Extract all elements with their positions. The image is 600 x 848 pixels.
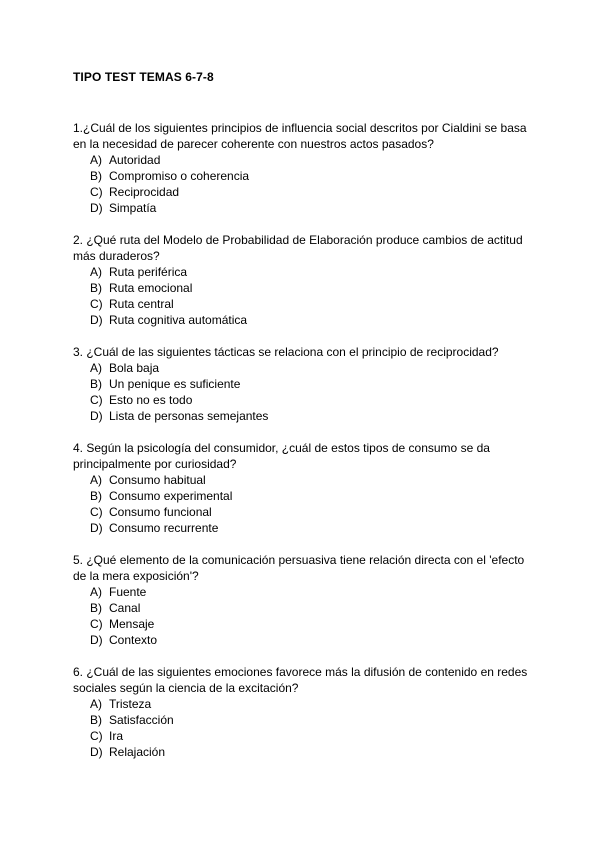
option-letter: C) (90, 393, 103, 407)
option-letter: A) (90, 697, 102, 711)
option-text: Consumo experimental (109, 489, 233, 503)
option-c (73, 296, 533, 312)
option-text: Mensaje (109, 617, 155, 631)
option-text: Consumo funcional (109, 505, 212, 519)
option-text: Ruta central (109, 297, 174, 311)
option-b (73, 376, 533, 392)
option-a (73, 696, 533, 712)
question-3 (73, 344, 533, 424)
option-text: Satisfacción (109, 713, 174, 727)
option-letter: A) (90, 265, 102, 279)
option-a (73, 152, 533, 168)
option-text: Tristeza (109, 697, 152, 711)
option-d (73, 744, 533, 760)
option-list (73, 696, 533, 760)
option-text: Ruta periférica (109, 265, 188, 279)
option-b (73, 168, 533, 184)
option-text: Ruta emocional (109, 281, 193, 295)
document-title: TIPO TEST TEMAS 6-7-8 (73, 70, 214, 84)
option-letter: C) (90, 729, 103, 743)
option-d (73, 520, 533, 536)
option-letter: B) (90, 713, 102, 727)
question-text: 6. ¿Cuál de las siguientes emociones favorece más la difusión de contenido en redes sociales según la ciencia de la excitación? (73, 665, 528, 695)
option-text: Ira (109, 729, 124, 743)
option-letter: D) (90, 409, 103, 423)
option-letter: D) (90, 201, 103, 215)
option-text: Compromiso o coherencia (109, 169, 250, 183)
question-2 (73, 232, 533, 328)
option-c (73, 616, 533, 632)
option-c (73, 504, 533, 520)
option-text: Fuente (109, 585, 147, 599)
option-letter: A) (90, 585, 102, 599)
option-letter: D) (90, 313, 103, 327)
option-list (73, 152, 533, 216)
option-d (73, 408, 533, 424)
option-list (73, 360, 533, 424)
option-letter: D) (90, 521, 103, 535)
option-b (73, 712, 533, 728)
option-text: Esto no es todo (109, 393, 193, 407)
option-text: Un penique es suficiente (109, 377, 241, 391)
option-text: Contexto (109, 633, 158, 647)
option-c (73, 184, 533, 200)
option-list (73, 264, 533, 328)
option-text: Consumo habitual (109, 473, 206, 487)
option-text: Lista de personas semejantes (109, 409, 269, 423)
question-text: 4. Según la psicología del consumidor, ¿cuál de estos tipos de consumo se da principalmente por curiosidad? (73, 441, 490, 471)
option-d (73, 312, 533, 328)
option-letter: C) (90, 505, 103, 519)
option-text: Reciprocidad (109, 185, 180, 199)
option-c (73, 392, 533, 408)
question-text: 5. ¿Qué elemento de la comunicación persuasiva tiene relación directa con el 'efecto de la mera exposición'? (73, 553, 525, 583)
question-text: 1.¿Cuál de los siguientes principios de influencia social descritos por Cialdini se basa en la necesidad de parecer coherente con nuestros actos pasados? (73, 121, 527, 151)
option-letter: C) (90, 185, 103, 199)
option-a (73, 584, 533, 600)
question-4 (73, 440, 533, 536)
option-letter: B) (90, 169, 102, 183)
option-letter: A) (90, 361, 102, 375)
option-letter: C) (90, 617, 103, 631)
option-a (73, 472, 533, 488)
option-text: Autoridad (109, 153, 161, 167)
option-letter: A) (90, 153, 102, 167)
option-letter: D) (90, 745, 103, 759)
option-d (73, 632, 533, 648)
option-d (73, 200, 533, 216)
option-letter: C) (90, 297, 103, 311)
option-c (73, 728, 533, 744)
option-text: Simpatía (109, 201, 157, 215)
question-1 (73, 120, 533, 216)
option-letter: B) (90, 489, 102, 503)
option-letter: B) (90, 377, 102, 391)
option-letter: B) (90, 601, 102, 615)
option-b (73, 488, 533, 504)
option-letter: B) (90, 281, 102, 295)
option-b (73, 600, 533, 616)
option-a (73, 264, 533, 280)
option-a (73, 360, 533, 376)
option-text: Ruta cognitiva automática (109, 313, 248, 327)
question-6 (73, 664, 533, 760)
option-b (73, 280, 533, 296)
question-5 (73, 552, 533, 648)
option-text: Canal (109, 601, 141, 615)
option-letter: A) (90, 473, 102, 487)
option-text: Bola baja (109, 361, 160, 375)
option-list (73, 472, 533, 536)
question-text: 3. ¿Cuál de las siguientes tácticas se relaciona con el principio de reciprocidad? (73, 345, 499, 359)
question-text: 2. ¿Qué ruta del Modelo de Probabilidad de Elaboración produce cambios de actitud más duraderos? (73, 233, 523, 263)
option-letter: D) (90, 633, 103, 647)
option-text: Relajación (109, 745, 166, 759)
option-list (73, 584, 533, 648)
option-text: Consumo recurrente (109, 521, 219, 535)
